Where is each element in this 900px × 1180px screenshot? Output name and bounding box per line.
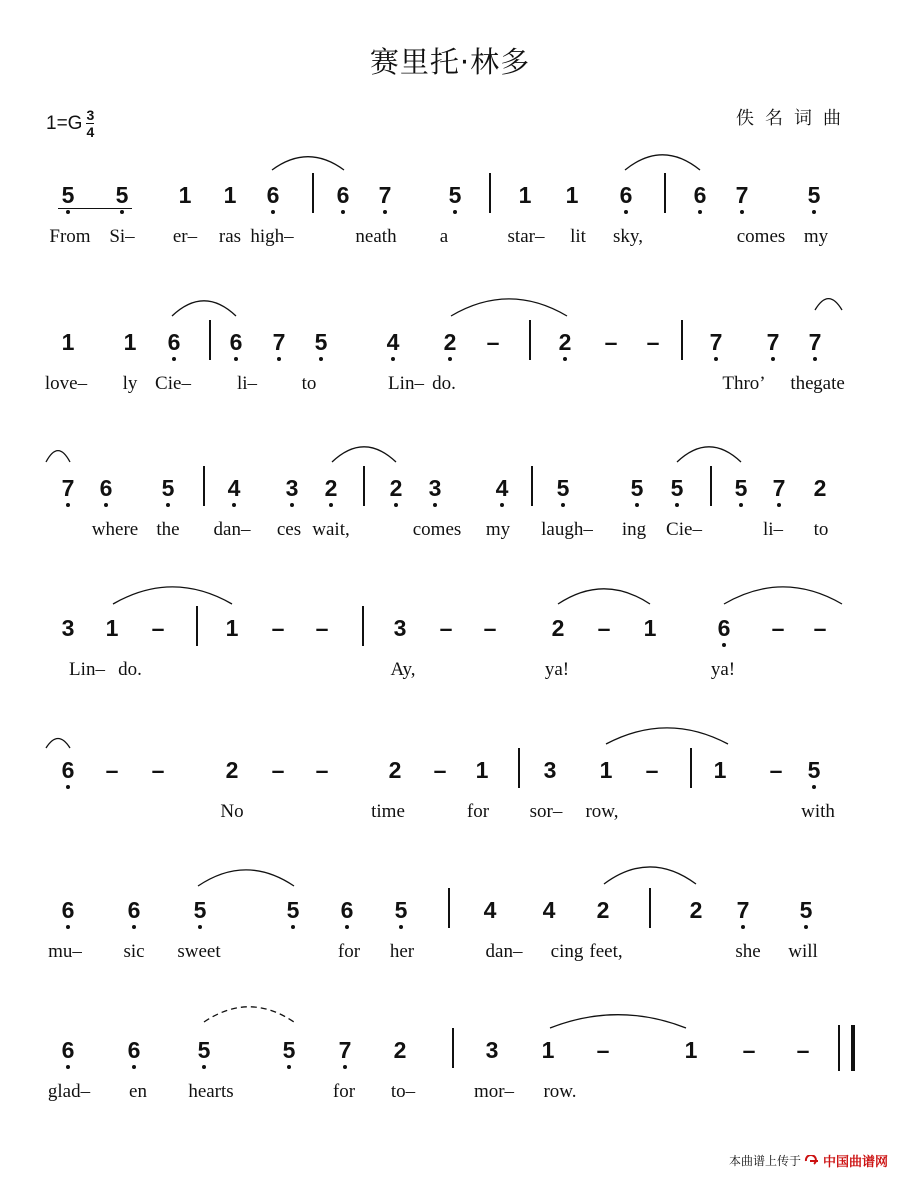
note-5: 5	[799, 897, 813, 923]
footer-prefix: 本曲谱上传于	[728, 1154, 801, 1168]
bar-line	[518, 748, 520, 788]
bar-line	[312, 173, 314, 213]
note-1: 1	[123, 329, 137, 355]
note-2: 2	[443, 329, 457, 355]
octave-dot-low	[561, 503, 565, 507]
lyric-word: my	[803, 226, 829, 247]
lyric-word: star–	[507, 226, 545, 247]
bar-line	[196, 606, 198, 646]
lyric-word: en	[129, 1081, 147, 1102]
note-4: 4	[542, 897, 556, 923]
lyric-word: ya!	[710, 659, 736, 680]
slur	[724, 587, 842, 604]
lyric-word: sor–	[529, 801, 563, 822]
octave-dot-low	[433, 503, 437, 507]
bar-line	[363, 466, 365, 506]
time-signature-top: 3	[86, 107, 95, 123]
note-6: 6	[61, 1037, 75, 1063]
lyric-word: comes	[736, 226, 786, 247]
octave-dot-low	[329, 503, 333, 507]
note-2: 2	[389, 475, 403, 501]
note-1: 1	[223, 182, 237, 208]
note-dash: –	[813, 615, 827, 641]
note-dash: –	[433, 757, 447, 783]
lyric-word: she	[735, 941, 761, 962]
lyric-word: high–	[250, 226, 294, 247]
note-7: 7	[766, 329, 780, 355]
note-5: 5	[314, 329, 328, 355]
octave-dot-low	[741, 925, 745, 929]
octave-dot-low	[563, 357, 567, 361]
octave-dot-low	[714, 357, 718, 361]
slur	[198, 870, 294, 886]
lyric-word: sic	[123, 941, 145, 962]
octave-dot-low	[500, 503, 504, 507]
octave-dot-low	[698, 210, 702, 214]
note-dash: –	[271, 757, 285, 783]
note-5: 5	[734, 475, 748, 501]
note-5: 5	[630, 475, 644, 501]
lyric-word: with	[801, 801, 835, 822]
octave-dot-low	[319, 357, 323, 361]
lyric-word: will	[788, 941, 818, 962]
octave-dot-low	[777, 503, 781, 507]
bar-line	[690, 748, 692, 788]
octave-dot-low	[172, 357, 176, 361]
note-3: 3	[543, 757, 557, 783]
octave-dot-low	[232, 503, 236, 507]
octave-dot-low	[804, 925, 808, 929]
lyric-word: ly	[122, 373, 138, 394]
note-5: 5	[670, 475, 684, 501]
lyric-word: gate	[813, 373, 845, 394]
lyric-word: the	[790, 373, 814, 394]
octave-dot-low	[453, 210, 457, 214]
lyric-word: Ay,	[390, 659, 416, 680]
octave-dot-low	[813, 357, 817, 361]
note-dash: –	[771, 615, 785, 641]
slur	[815, 299, 842, 310]
lyric-word: glad–	[47, 1081, 91, 1102]
octave-dot-low	[277, 357, 281, 361]
octave-dot-low	[635, 503, 639, 507]
note-dash: –	[796, 1037, 810, 1063]
lyric-word: Si–	[109, 226, 135, 247]
bar-line	[448, 888, 450, 928]
note-dash: –	[769, 757, 783, 783]
lyric-word: my	[485, 519, 511, 540]
note-7: 7	[808, 329, 822, 355]
octave-dot-low	[66, 503, 70, 507]
octave-dot-low	[394, 503, 398, 507]
note-1: 1	[225, 615, 239, 641]
octave-dot-low	[198, 925, 202, 929]
bar-line	[529, 320, 531, 360]
lyric-word: dan–	[485, 941, 523, 962]
note-6: 6	[336, 182, 350, 208]
bar-line	[452, 1028, 454, 1068]
octave-dot-low	[812, 210, 816, 214]
footer-site: 中国曲谱网	[822, 1155, 888, 1170]
note-1: 1	[713, 757, 727, 783]
octave-dot-low	[120, 210, 124, 214]
lyric-word: to	[301, 373, 317, 394]
bar-line	[362, 606, 364, 646]
note-dash: –	[645, 757, 659, 783]
lyric-word: ing	[621, 519, 647, 540]
note-dash: –	[439, 615, 453, 641]
lyric-word: ras	[218, 226, 242, 247]
note-2: 2	[551, 615, 565, 641]
note-2: 2	[689, 897, 703, 923]
lyric-word: hearts	[188, 1081, 234, 1102]
note-1: 1	[684, 1037, 698, 1063]
octave-dot-low	[291, 925, 295, 929]
octave-dot-low	[202, 1065, 206, 1069]
bar-line	[531, 466, 533, 506]
note-dash: –	[315, 615, 329, 641]
lyric-word: Cie–	[155, 373, 191, 394]
lyric-word: Lin–	[388, 373, 424, 394]
note-7: 7	[378, 182, 392, 208]
octave-dot-low	[391, 357, 395, 361]
lyric-word: row,	[585, 801, 619, 822]
note-4: 4	[495, 475, 509, 501]
note-7: 7	[735, 182, 749, 208]
slur	[46, 451, 70, 462]
note-1: 1	[541, 1037, 555, 1063]
lyric-word: sky,	[613, 226, 643, 247]
lyric-word: Thro’	[722, 373, 766, 394]
slur	[606, 728, 728, 744]
lyric-word: to	[813, 519, 829, 540]
note-1: 1	[475, 757, 489, 783]
note-7: 7	[272, 329, 286, 355]
note-2: 2	[596, 897, 610, 923]
slur	[558, 589, 650, 604]
lyric-word: her	[389, 941, 415, 962]
lyric-word: dan–	[213, 519, 251, 540]
lyric-word: comes	[412, 519, 462, 540]
note-5: 5	[161, 475, 175, 501]
octave-dot-low	[383, 210, 387, 214]
note-2: 2	[388, 757, 402, 783]
note-2: 2	[393, 1037, 407, 1063]
note-dash: –	[596, 1037, 610, 1063]
footer-credit	[729, 1151, 888, 1170]
final-bar-thick	[851, 1025, 855, 1071]
note-1: 1	[643, 615, 657, 641]
lyric-word: a	[439, 226, 449, 247]
note-1: 1	[599, 757, 613, 783]
octave-dot-low	[166, 503, 170, 507]
octave-dot-low	[66, 210, 70, 214]
key-label: 1=G	[46, 112, 83, 134]
note-4: 4	[483, 897, 497, 923]
lyric-word: sweet	[177, 941, 221, 962]
octave-dot-low	[132, 1065, 136, 1069]
octave-dot-low	[234, 357, 238, 361]
note-7: 7	[736, 897, 750, 923]
octave-dot-low	[287, 1065, 291, 1069]
lyric-word: neath	[355, 226, 397, 247]
slur	[332, 447, 396, 462]
note-1: 1	[565, 182, 579, 208]
slur	[46, 739, 70, 749]
lyric-word: wait,	[312, 519, 350, 540]
slur	[604, 867, 696, 884]
note-2: 2	[324, 475, 338, 501]
bar-line	[203, 466, 205, 506]
octave-dot-low	[66, 925, 70, 929]
note-5: 5	[556, 475, 570, 501]
note-1: 1	[105, 615, 119, 641]
octave-dot-low	[675, 503, 679, 507]
lyric-word: feet,	[589, 941, 623, 962]
note-dash: –	[486, 329, 500, 355]
lyric-word: time	[371, 801, 405, 822]
note-6: 6	[61, 897, 75, 923]
lyric-word: mor–	[473, 1081, 515, 1102]
octave-dot-low	[66, 785, 70, 789]
octave-dot-low	[66, 1065, 70, 1069]
note-6: 6	[61, 757, 75, 783]
note-6: 6	[127, 1037, 141, 1063]
note-6: 6	[340, 897, 354, 923]
note-dash: –	[742, 1037, 756, 1063]
octave-dot-low	[104, 503, 108, 507]
song-title: 赛里托·林多	[369, 45, 531, 79]
note-3: 3	[428, 475, 442, 501]
note-5: 5	[807, 757, 821, 783]
octave-dot-low	[722, 643, 726, 647]
slur	[172, 301, 236, 316]
lyric-word: the	[156, 519, 180, 540]
note-5: 5	[282, 1037, 296, 1063]
lyric-word: lit	[570, 226, 586, 247]
note-dash: –	[604, 329, 618, 355]
note-5: 5	[448, 182, 462, 208]
lyric-word: li–	[762, 519, 784, 540]
lyric-word: do.	[118, 659, 142, 680]
note-7: 7	[338, 1037, 352, 1063]
note-5: 5	[807, 182, 821, 208]
note-5: 5	[61, 182, 75, 208]
note-dash: –	[483, 615, 497, 641]
note-dash: –	[151, 615, 165, 641]
slur	[113, 587, 232, 604]
bar-line	[489, 173, 491, 213]
lyric-word: row.	[543, 1081, 577, 1102]
site-logo-icon	[804, 1155, 820, 1167]
octave-dot-low	[740, 210, 744, 214]
lyric-word: love–	[44, 373, 88, 394]
lyric-word: for	[337, 941, 361, 962]
slur	[625, 155, 700, 170]
lyric-word: laugh–	[541, 519, 593, 540]
note-dash: –	[315, 757, 329, 783]
note-5: 5	[193, 897, 207, 923]
octave-dot-low	[812, 785, 816, 789]
bar-line	[681, 320, 683, 360]
note-dash: –	[597, 615, 611, 641]
octave-dot-low	[271, 210, 275, 214]
slur	[204, 1007, 294, 1022]
slur	[272, 157, 344, 170]
note-6: 6	[266, 182, 280, 208]
octave-dot-low	[448, 357, 452, 361]
lyric-word: Lin–	[69, 659, 105, 680]
note-7: 7	[772, 475, 786, 501]
note-5: 5	[286, 897, 300, 923]
bar-line	[649, 888, 651, 928]
note-3: 3	[393, 615, 407, 641]
beam-underline	[58, 208, 132, 209]
lyric-word: No	[220, 801, 244, 822]
slur	[677, 447, 741, 462]
octave-dot-low	[132, 925, 136, 929]
note-7: 7	[709, 329, 723, 355]
time-signature-bottom: 4	[86, 124, 95, 140]
note-6: 6	[693, 182, 707, 208]
note-dash: –	[646, 329, 660, 355]
note-dash: –	[105, 757, 119, 783]
final-bar-thin	[838, 1025, 840, 1071]
lyric-word: From	[49, 226, 91, 247]
lyric-word: where	[91, 519, 139, 540]
note-3: 3	[61, 615, 75, 641]
note-7: 7	[61, 475, 75, 501]
note-dash: –	[271, 615, 285, 641]
lyric-word: cing	[550, 941, 584, 962]
note-6: 6	[229, 329, 243, 355]
note-1: 1	[61, 329, 75, 355]
octave-dot-low	[771, 357, 775, 361]
note-5: 5	[115, 182, 129, 208]
note-2: 2	[813, 475, 827, 501]
slur	[451, 299, 567, 316]
bar-line	[710, 466, 712, 506]
note-6: 6	[167, 329, 181, 355]
composer-credit: 佚名词曲	[736, 108, 852, 129]
note-1: 1	[518, 182, 532, 208]
lyric-word: er–	[172, 226, 198, 247]
octave-dot-low	[739, 503, 743, 507]
lyric-word: for	[466, 801, 490, 822]
note-6: 6	[127, 897, 141, 923]
note-2: 2	[558, 329, 572, 355]
octave-dot-low	[399, 925, 403, 929]
note-6: 6	[619, 182, 633, 208]
bar-line	[664, 173, 666, 213]
lyric-word: for	[332, 1081, 356, 1102]
note-3: 3	[285, 475, 299, 501]
slur	[550, 1015, 686, 1028]
lyric-word: do.	[432, 373, 456, 394]
note-5: 5	[197, 1037, 211, 1063]
lyric-word: ces	[276, 519, 302, 540]
lyric-word: li–	[236, 373, 258, 394]
lyric-word: mu–	[48, 941, 82, 962]
octave-dot-low	[343, 1065, 347, 1069]
note-2: 2	[225, 757, 239, 783]
note-1: 1	[178, 182, 192, 208]
note-6: 6	[99, 475, 113, 501]
note-dash: –	[151, 757, 165, 783]
lyric-word: Cie–	[666, 519, 702, 540]
octave-dot-low	[290, 503, 294, 507]
note-5: 5	[394, 897, 408, 923]
lyric-word: ya!	[544, 659, 570, 680]
note-4: 4	[227, 475, 241, 501]
octave-dot-low	[624, 210, 628, 214]
note-6: 6	[717, 615, 731, 641]
bar-line	[209, 320, 211, 360]
note-4: 4	[386, 329, 400, 355]
note-3: 3	[485, 1037, 499, 1063]
lyric-word: to–	[390, 1081, 416, 1102]
octave-dot-low	[341, 210, 345, 214]
octave-dot-low	[345, 925, 349, 929]
